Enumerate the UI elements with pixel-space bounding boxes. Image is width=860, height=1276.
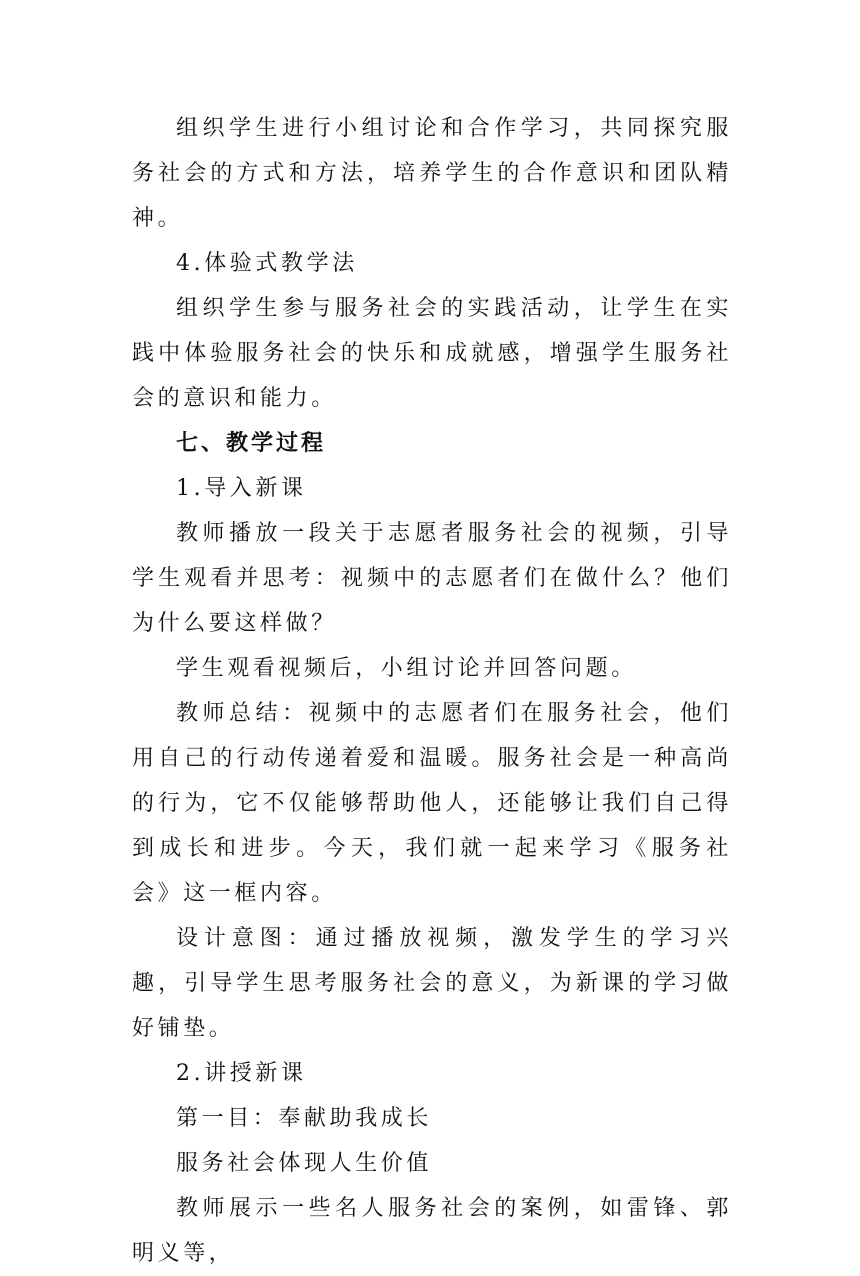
paragraph-topic-1-subtitle: 服务社会体现人生价值 [176,1151,433,1176]
paragraph-step-1-teacher: 教师播放一段关于志愿者服务社会的视频，引导学生观看并思考：视频中的志愿者们在做什么？他们为什么要这样做？ [132,521,732,636]
paragraph-method-4-title: 4.体验式教学法 [176,251,358,276]
paragraph-topic-1-title: 第一目：奉献助我成长 [176,1106,433,1131]
paragraph-group-discussion: 组织学生进行小组讨论和合作学习，共同探究服务社会的方式和方法，培养学生的合作意识和团队精神。 [132,116,732,231]
paragraph-step-2-title: 2.讲授新课 [176,1061,307,1086]
paragraph-step-1-intent: 设计意图：通过播放视频，激发学生的学习兴趣，引导学生思考服务社会的意义，为新课的学习做好铺垫。 [132,926,732,1041]
document-body [132,106,732,1276]
paragraph-method-4-body: 组织学生参与服务社会的实践活动，让学生在实践中体验服务社会的快乐和成就感，增强学生服务社会的意识和能力。 [132,296,732,411]
paragraph-step-1-title: 1.导入新课 [176,476,307,501]
paragraph-step-1-students: 学生观看视频后，小组讨论并回答问题。 [176,656,637,681]
paragraph-topic-1-examples: 教师展示一些名人服务社会的案例，如雷锋、郭明义等， [132,1196,732,1266]
paragraph-step-1-summary: 教师总结：视频中的志愿者们在服务社会，他们用自己的行动传递着爱和温暖。服务社会是一种高尚的行为，它不仅能够帮助他人，还能够让我们自己得到成长和进步。今天，我们就一起来学习《服务社会》这一框内容。 [132,701,732,906]
section-heading-teaching-process: 七、教学过程 [176,431,327,456]
